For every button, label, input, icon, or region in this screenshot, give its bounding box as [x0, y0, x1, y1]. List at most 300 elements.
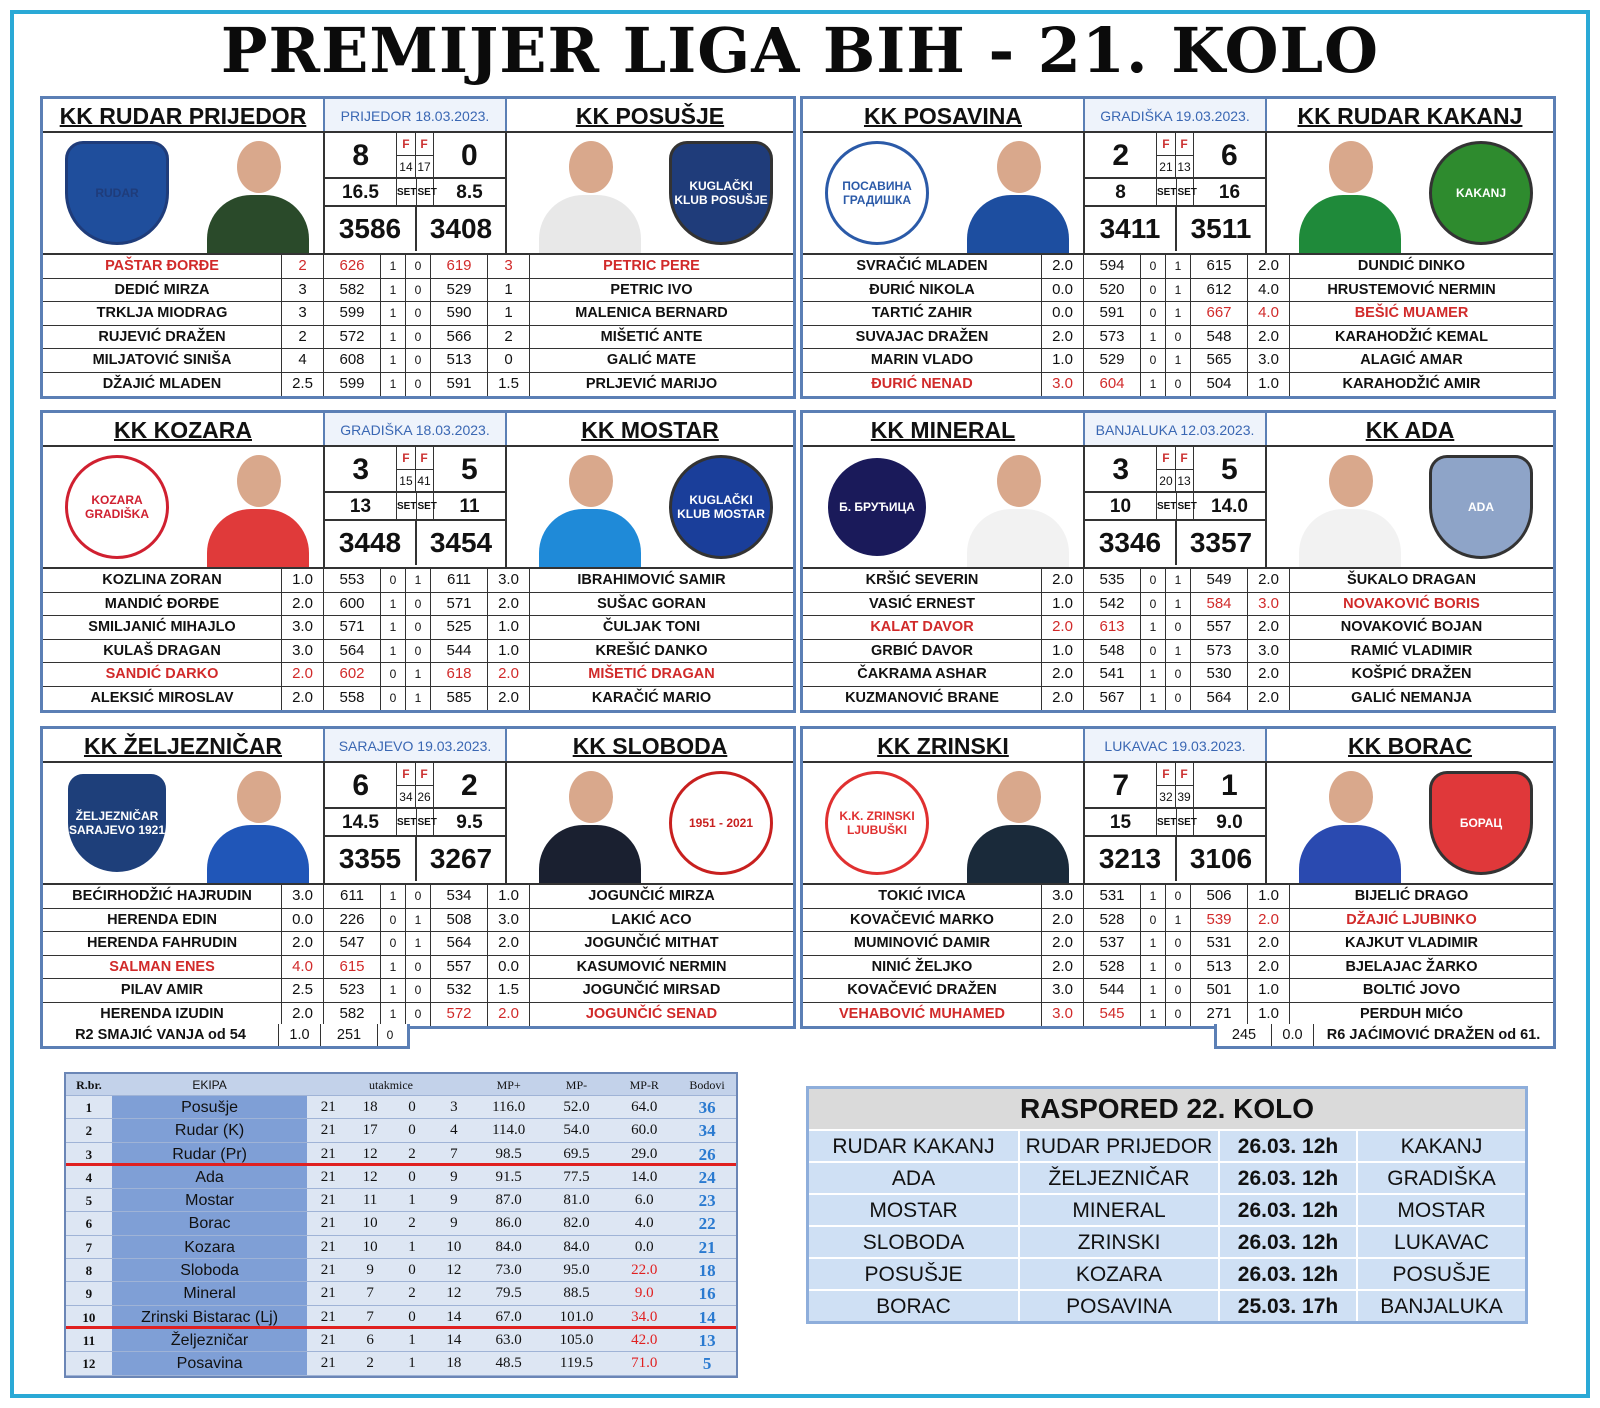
- away-player-points: 1: [487, 302, 529, 325]
- standings-mp-minus: 101.0: [543, 1306, 611, 1326]
- away-set-result: 1: [1165, 349, 1190, 372]
- standings-mp-plus: 87.0: [475, 1189, 543, 1211]
- away-player-pins: 529: [430, 279, 487, 302]
- player-shirt: [967, 825, 1069, 883]
- standings-team: Posušje: [112, 1096, 307, 1118]
- away-total-pins: 3106: [1175, 837, 1265, 881]
- standings-mp-plus: 114.0: [475, 1119, 543, 1141]
- away-player-name: ŠUKALO DRAGAN: [1289, 569, 1533, 592]
- set-row: [1085, 179, 1265, 207]
- standings-mp-minus: 77.5: [543, 1166, 611, 1188]
- standings-mp-minus: 69.5: [543, 1143, 611, 1163]
- substitute-set: 0: [377, 1024, 402, 1046]
- away-set-result: 0: [1165, 373, 1190, 397]
- away-club-logo: БОРАЦ: [1429, 771, 1533, 875]
- away-player-name: JOGUNČIĆ MITHAT: [529, 932, 773, 955]
- schedule-home: SLOBODA: [809, 1227, 1020, 1257]
- player-row: [43, 349, 793, 373]
- away-side: [1267, 763, 1553, 883]
- home-side: [43, 447, 323, 567]
- f-label: F: [1176, 763, 1193, 786]
- home-player-pins: 523: [323, 979, 380, 1002]
- away-player-photo: [1295, 135, 1405, 253]
- standings-games: 21: [307, 1119, 349, 1141]
- f-label: F: [416, 447, 433, 470]
- f-home: [397, 447, 414, 491]
- home-set-result: 1: [380, 1003, 405, 1027]
- standings-mp-diff: 42.0: [610, 1329, 678, 1351]
- home-club-logo: ПОСАВИНА ГРАДИШКА: [825, 141, 929, 245]
- away-match-points: 2: [460, 769, 478, 802]
- away-match-points: 0: [460, 139, 478, 172]
- away-player-points: 1.0: [487, 885, 529, 908]
- standings-rank: 5: [66, 1189, 112, 1211]
- home-player-pins: 615: [323, 956, 380, 979]
- home-player-pins: 535: [1083, 569, 1140, 592]
- away-match-points: 1: [1220, 769, 1238, 802]
- standings-points: 22: [678, 1212, 736, 1234]
- away-team-name: KK MOSTAR: [581, 417, 719, 443]
- f-label: F: [397, 447, 414, 470]
- substitute-name: R6 JAĆIMOVIĆ DRAŽEN od 61.: [1313, 1024, 1553, 1046]
- standings-team: Mostar: [112, 1189, 307, 1211]
- away-player-name: NOVAKOVIĆ BORIS: [1289, 593, 1533, 616]
- home-player-points: 2: [281, 255, 323, 278]
- score-box: [323, 447, 507, 567]
- away-player-pins: 565: [1190, 349, 1247, 372]
- f-cells: [396, 133, 433, 177]
- home-side: [43, 133, 323, 253]
- home-side: [43, 763, 323, 883]
- home-player-photo: [203, 765, 313, 883]
- away-player-points: 1.0: [487, 640, 529, 663]
- away-player-pins: 549: [1190, 569, 1247, 592]
- standings-games: 21: [307, 1143, 349, 1163]
- away-player-points: 1.0: [1247, 373, 1289, 397]
- away-player-pins: 506: [1190, 885, 1247, 908]
- home-match-points: 3: [352, 453, 370, 486]
- home-player-pins: 582: [323, 279, 380, 302]
- home-player-points: 2.0: [1041, 909, 1083, 932]
- away-team-name: KK BORAC: [1348, 733, 1472, 759]
- away-set-points: 9.5: [456, 812, 483, 833]
- home-player-pins: 542: [1083, 593, 1140, 616]
- away-player-name: KAJKUT VLADIMIR: [1289, 932, 1533, 955]
- set-label-home: SET: [397, 501, 417, 512]
- standings-wins: 10: [349, 1212, 391, 1234]
- away-player-name: KREŠIĆ DANKO: [529, 640, 773, 663]
- f-away: [1175, 447, 1193, 491]
- match-header: [803, 413, 1553, 447]
- standings-points: 24: [678, 1166, 736, 1188]
- f-home: [397, 763, 414, 807]
- home-player-name: KRŠIĆ SEVERIN: [865, 572, 979, 588]
- set-label-away: SET: [1176, 179, 1196, 205]
- home-side: [803, 133, 1083, 253]
- standings-mp-diff: 34.0: [610, 1306, 678, 1326]
- home-player-photo: [963, 135, 1073, 253]
- home-set-points: 14.5: [342, 812, 379, 833]
- away-player-photo: [535, 449, 645, 567]
- player-row: [803, 326, 1553, 350]
- standings-team: Rudar (Pr): [112, 1143, 307, 1163]
- standings-mp-minus: 52.0: [543, 1096, 611, 1118]
- player-row: [803, 885, 1553, 909]
- home-set-result: 0: [380, 569, 405, 592]
- f-away-value: 13: [1177, 474, 1191, 488]
- home-player-points: 2.0: [1041, 663, 1083, 686]
- substitute-points: 0.0: [1271, 1024, 1313, 1046]
- away-set-points: 9.0: [1216, 812, 1243, 833]
- home-player-pins: 599: [323, 373, 380, 397]
- standings-draws: 0: [391, 1119, 433, 1141]
- home-player-name: ĐURIĆ NIKOLA: [869, 281, 975, 298]
- home-player-points: 1.0: [281, 569, 323, 592]
- home-player-pins: 531: [1083, 885, 1140, 908]
- home-total-pins: 3586: [338, 213, 402, 244]
- away-player-pins: 532: [430, 979, 487, 1002]
- away-set-result: 0: [405, 255, 430, 278]
- standings-mp-diff: 14.0: [610, 1166, 678, 1188]
- match-summary: [43, 447, 793, 569]
- standings-team: Željezničar: [112, 1329, 307, 1351]
- match-place-date: SARAJEVO 19.03.2023.: [323, 729, 507, 761]
- away-match-points: 6: [1220, 139, 1238, 172]
- player-row: [43, 616, 793, 640]
- away-player-points: 4.0: [1247, 302, 1289, 325]
- f-label: F: [1157, 447, 1174, 470]
- standings-body: [66, 1096, 736, 1376]
- home-side: [803, 763, 1083, 883]
- away-set-result: 1: [1165, 593, 1190, 616]
- away-player-name: ALAGIĆ AMAR: [1289, 349, 1533, 372]
- away-player-name: PETRIC PERE: [529, 255, 773, 278]
- away-player-points: 4.0: [1247, 279, 1289, 302]
- player-row: [43, 663, 793, 687]
- f-cells: [1156, 447, 1193, 491]
- away-player-name: JOGUNČIĆ MIRZA: [529, 885, 773, 908]
- away-player-pins: 566: [430, 326, 487, 349]
- away-set-result: 0: [405, 1003, 430, 1027]
- away-set-result: 0: [1165, 885, 1190, 908]
- standings-rank: 9: [66, 1282, 112, 1304]
- home-player-name: PAŠTAR ĐORĐE: [105, 258, 219, 274]
- player-row: [43, 569, 793, 593]
- home-set-points: 15: [1109, 812, 1132, 833]
- schedule-time: 26.03. 12h: [1220, 1163, 1358, 1193]
- home-team-name: KK KOZARA: [114, 417, 252, 443]
- home-set-result: 1: [380, 956, 405, 979]
- away-set-result: 0: [1165, 616, 1190, 639]
- away-player-name: HRUSTEMOVIĆ NERMIN: [1289, 279, 1533, 302]
- home-player-points: 2.0: [1041, 326, 1083, 349]
- set-labels: [1156, 179, 1197, 205]
- away-side: [1267, 447, 1553, 567]
- player-row: [803, 302, 1553, 326]
- standings-row: [66, 1212, 736, 1235]
- standings-wins: 12: [349, 1166, 391, 1188]
- match-summary: [43, 763, 793, 885]
- home-set-result: 0: [1140, 909, 1165, 932]
- schedule-away: ŽELJEZNIČAR: [1020, 1163, 1220, 1193]
- player-head: [997, 771, 1041, 823]
- schedule-table: [806, 1086, 1528, 1324]
- set-label-away: SET: [416, 179, 436, 205]
- standings-mp-plus: 84.0: [475, 1236, 543, 1258]
- home-player-pins: 528: [1083, 956, 1140, 979]
- standings-points: 18: [678, 1259, 736, 1281]
- player-row: [803, 956, 1553, 980]
- home-player-pins: 571: [323, 616, 380, 639]
- standings-losses: 12: [433, 1259, 475, 1281]
- away-set-result: 0: [405, 616, 430, 639]
- standings-points: 13: [678, 1329, 736, 1351]
- f-home-value: 15: [399, 474, 413, 488]
- home-player-pins: 558: [323, 687, 380, 711]
- home-set-result: 0: [1140, 279, 1165, 302]
- standings-draws: 2: [391, 1212, 433, 1234]
- home-player-pins: 613: [1083, 616, 1140, 639]
- home-player-name: ČAKRAMA ASHAR: [857, 666, 987, 682]
- player-row: [43, 255, 793, 279]
- standings-rank: 6: [66, 1212, 112, 1234]
- player-head: [237, 771, 281, 823]
- set-label-away: SET: [416, 809, 436, 835]
- standings-team: Ada: [112, 1166, 307, 1188]
- away-player-name: PERDUH MIĆO: [1289, 1003, 1533, 1027]
- away-player-points: 3.0: [487, 569, 529, 592]
- away-player-points: 1.0: [1247, 979, 1289, 1002]
- away-player-points: 2.0: [1247, 616, 1289, 639]
- home-player-name: SMILJANIĆ MIHAJLO: [88, 619, 236, 635]
- away-player-pins: 539: [1190, 909, 1247, 932]
- schedule-home: MOSTAR: [809, 1195, 1020, 1225]
- away-total-pins: 3357: [1175, 521, 1265, 565]
- standings-row: [66, 1236, 736, 1259]
- schedule-row: [809, 1161, 1525, 1193]
- standings-mp-diff: 0.0: [610, 1236, 678, 1258]
- standings-wins: 2: [349, 1352, 391, 1374]
- standings-mp-minus: 82.0: [543, 1212, 611, 1234]
- away-player-pins: 615: [1190, 255, 1247, 278]
- standings-wins: 7: [349, 1306, 391, 1326]
- standings-wins: 7: [349, 1282, 391, 1304]
- home-player-points: 3: [281, 302, 323, 325]
- home-set-result: 0: [380, 909, 405, 932]
- standings-losses: 18: [433, 1352, 475, 1374]
- schedule-place: LUKAVAC: [1358, 1227, 1525, 1257]
- home-player-points: 3.0: [1041, 1003, 1083, 1027]
- player-row: [803, 373, 1553, 397]
- home-total-pins: 3213: [1098, 843, 1162, 874]
- set-labels: [396, 493, 437, 519]
- schedule-row: [809, 1193, 1525, 1225]
- f-label: F: [416, 763, 433, 786]
- home-player-points: 3.0: [281, 640, 323, 663]
- match-points-row: [1085, 133, 1265, 179]
- home-set-result: 1: [380, 349, 405, 372]
- header-team: EKIPA: [112, 1074, 307, 1095]
- home-player-points: 1.0: [1041, 593, 1083, 616]
- away-team-name: KK POSUŠJE: [575, 103, 725, 129]
- away-player-pins: 548: [1190, 326, 1247, 349]
- home-player-name: MANDIĆ ĐORĐE: [104, 595, 220, 612]
- away-player-name: JOGUNČIĆ SENAD: [529, 1003, 773, 1027]
- away-player-name: MIŠETIĆ ANTE: [529, 326, 773, 349]
- standings-mp-plus: 98.5: [475, 1143, 543, 1163]
- match-points-row: [325, 763, 505, 809]
- away-set-result: 0: [1165, 979, 1190, 1002]
- home-player-points: 3: [281, 279, 323, 302]
- home-match-points: 8: [352, 139, 370, 172]
- match-header: [803, 99, 1553, 133]
- away-player-name: KASUMOVIĆ NERMIN: [529, 956, 773, 979]
- away-set-result: 1: [1165, 255, 1190, 278]
- standings-games: 21: [307, 1212, 349, 1234]
- total-row: [325, 207, 505, 251]
- home-player-name: KOZLINA ZORAN: [102, 572, 222, 588]
- home-player-name: TOKIĆ IVICA: [878, 888, 966, 904]
- away-set-result: 1: [405, 663, 430, 686]
- away-player-points: 1.0: [1247, 1003, 1289, 1027]
- away-team-name: KK ADA: [1365, 417, 1455, 443]
- away-player-name: KOŠPIĆ DRAŽEN: [1289, 663, 1533, 686]
- standings-draws: 0: [391, 1096, 433, 1118]
- player-row: [803, 663, 1553, 687]
- home-player-name: SUVAJAC DRAŽEN: [855, 328, 989, 345]
- away-total-pins: 3454: [415, 521, 505, 565]
- home-set-points: 13: [349, 496, 372, 517]
- away-player-points: 2.0: [1247, 255, 1289, 278]
- home-player-points: 3.0: [1041, 885, 1083, 908]
- away-player-name: DŽAJIĆ LJUBINKO: [1289, 909, 1533, 932]
- home-set-points: 10: [1109, 496, 1132, 517]
- home-player-pins: 573: [1083, 326, 1140, 349]
- home-player-points: 2.0: [281, 1003, 323, 1027]
- player-row: [803, 640, 1553, 664]
- away-set-result: 0: [1165, 326, 1190, 349]
- away-set-points: 16: [1218, 182, 1241, 203]
- home-set-result: 1: [1140, 663, 1165, 686]
- away-player-pins: 573: [1190, 640, 1247, 663]
- f-away-value: 13: [1177, 160, 1191, 174]
- set-labels: [396, 179, 437, 205]
- standings-mp-plus: 67.0: [475, 1306, 543, 1326]
- player-row: [43, 640, 793, 664]
- schedule-home: ADA: [809, 1163, 1020, 1193]
- standings-row: [66, 1282, 736, 1305]
- standings-points: 21: [678, 1236, 736, 1258]
- standings-mp-plus: 79.5: [475, 1282, 543, 1304]
- player-head: [237, 455, 281, 507]
- standings-mp-diff: 64.0: [610, 1096, 678, 1118]
- schedule-home: RUDAR KAKANJ: [809, 1131, 1020, 1161]
- away-player-pins: 612: [1190, 279, 1247, 302]
- player-row: [803, 255, 1553, 279]
- away-player-pins: 534: [430, 885, 487, 908]
- away-player-pins: 590: [430, 302, 487, 325]
- away-player-pins: 572: [430, 1003, 487, 1027]
- home-set-result: 1: [1140, 1003, 1165, 1027]
- home-team-name: KK MINERAL: [870, 417, 1016, 443]
- away-player-points: 3.0: [1247, 593, 1289, 616]
- match-summary: [803, 763, 1553, 885]
- standings-losses: 7: [433, 1143, 475, 1163]
- player-row: [43, 885, 793, 909]
- match-summary: [803, 133, 1553, 255]
- standings-wins: 17: [349, 1119, 391, 1141]
- standings-team: Borac: [112, 1212, 307, 1234]
- standings-games: 21: [307, 1096, 349, 1118]
- standings-wins: 6: [349, 1329, 391, 1351]
- home-player-name: MARIN VLADO: [870, 352, 974, 368]
- standings-mp-diff: 6.0: [610, 1189, 678, 1211]
- away-set-result: 1: [1165, 640, 1190, 663]
- schedule-away: KOZARA: [1020, 1259, 1220, 1289]
- standings-draws: 0: [391, 1166, 433, 1188]
- standings-points: 23: [678, 1189, 736, 1211]
- away-set-result: 0: [1165, 932, 1190, 955]
- standings-mp-plus: 48.5: [475, 1352, 543, 1374]
- standings-points: 26: [678, 1143, 736, 1163]
- away-player-points: 2: [487, 326, 529, 349]
- home-player-points: 0.0: [1041, 302, 1083, 325]
- away-player-name: PRLJEVIĆ MARIJO: [529, 373, 773, 397]
- match-place-date: BANJALUKA 12.03.2023.: [1083, 413, 1267, 445]
- standings-points: 5: [678, 1352, 736, 1374]
- away-player-pins: 619: [430, 255, 487, 278]
- home-player-name: ĐURIĆ NENAD: [871, 375, 973, 392]
- substitute-row: [40, 1024, 410, 1049]
- header-points: Bodovi: [678, 1074, 736, 1095]
- away-player-points: 0: [487, 349, 529, 372]
- home-set-result: 1: [1140, 979, 1165, 1002]
- away-player-name: NOVAKOVIĆ BOJAN: [1289, 616, 1533, 639]
- f-label: F: [397, 133, 414, 156]
- f-home-value: 14: [399, 160, 413, 174]
- home-set-points: 16.5: [342, 182, 379, 203]
- f-away-value: 17: [417, 160, 431, 174]
- away-player-name: PETRIC IVO: [529, 279, 773, 302]
- standings-games: 21: [307, 1189, 349, 1211]
- standings-row: [66, 1352, 736, 1375]
- standings-mp-minus: 95.0: [543, 1259, 611, 1281]
- standings-mp-minus: 81.0: [543, 1189, 611, 1211]
- f-cells: [396, 447, 433, 491]
- match-header: [43, 413, 793, 447]
- away-set-result: 1: [1165, 302, 1190, 325]
- f-label: F: [416, 133, 433, 156]
- home-player-points: 2.0: [1041, 616, 1083, 639]
- away-player-pins: 618: [430, 663, 487, 686]
- away-player-photo: [535, 765, 645, 883]
- away-player-name: BOLTIĆ JOVO: [1289, 979, 1533, 1002]
- away-player-name: SUŠAC GORAN: [529, 593, 773, 616]
- f-cells: [1156, 763, 1193, 807]
- player-row: [803, 909, 1553, 933]
- away-player-name: KARAHODŽIĆ KEMAL: [1289, 326, 1533, 349]
- standings-losses: 4: [433, 1119, 475, 1141]
- player-row: [803, 932, 1553, 956]
- f-home-value: 34: [399, 790, 413, 804]
- substitute-row: [1214, 1024, 1556, 1049]
- player-row: [803, 1003, 1553, 1027]
- home-set-result: 1: [380, 255, 405, 278]
- standings-games: 21: [307, 1236, 349, 1258]
- away-set-result: 0: [405, 279, 430, 302]
- set-label-away: SET: [1176, 493, 1196, 519]
- schedule-place: BANJALUKA: [1358, 1291, 1525, 1321]
